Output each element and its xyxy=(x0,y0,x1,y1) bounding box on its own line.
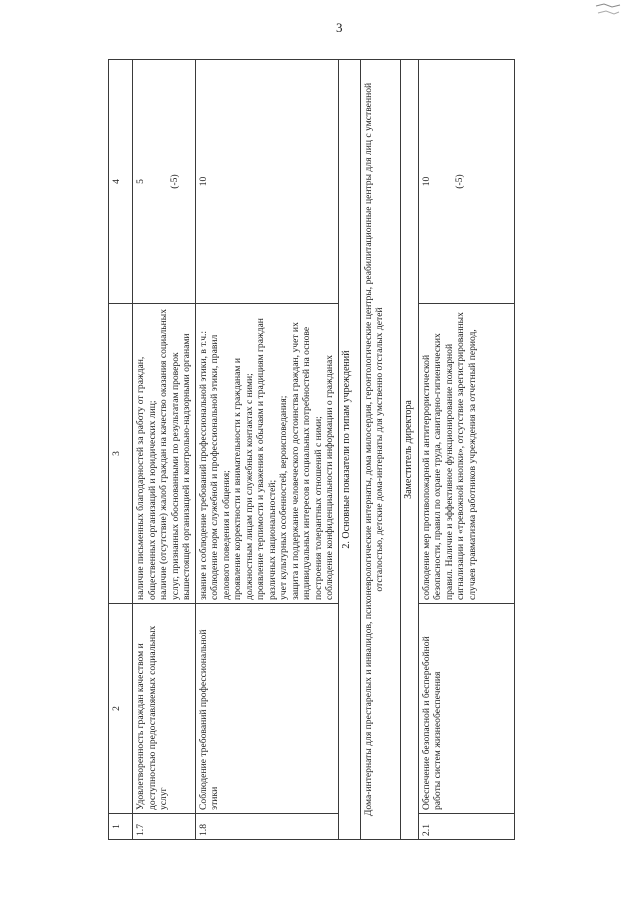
score-value: 10 xyxy=(420,176,432,187)
header-col-1: 1 xyxy=(109,814,133,840)
row-title: Удовлетворенность граждан качеством и доступностью предоставляемых социальных услуг xyxy=(133,604,196,814)
table-row-2-1 xyxy=(418,60,514,840)
indicator-item: соблюдение норм служебной и профессиональной этики, правил делового поведения и общения; xyxy=(209,334,232,600)
table-row-1-7 xyxy=(133,60,196,840)
score-penalty: (-5) xyxy=(168,174,180,189)
indicator-list xyxy=(198,307,336,600)
table-row-1-8 xyxy=(195,60,338,840)
role-row xyxy=(400,60,418,840)
indicator-list xyxy=(421,307,479,600)
row-number: 1.8 xyxy=(195,814,338,840)
section-row xyxy=(338,60,360,840)
scope-row xyxy=(360,60,400,840)
rotated-table-container xyxy=(108,60,480,840)
header-col-4: 4 xyxy=(109,60,133,304)
score-value: 5 xyxy=(135,179,146,184)
indicator-item: соблюдение конфиденциальности информации о гражданах xyxy=(324,354,335,600)
row-score xyxy=(195,60,338,304)
indicator-item: наличие письменных благодарностей за работу от граждан, общественных организаций и юридических лиц; xyxy=(135,356,158,600)
indicators-table xyxy=(108,59,515,840)
indicator-item: защита и поддержание человеческого достоинства граждан, учет их индивидуальных интересов и социальных потребностей на основе построения толерантных отношений с ними; xyxy=(289,322,324,600)
indicator-item: проявление корректности и внимательности к гражданам и должностным лицам при служебных контактах с ними; xyxy=(232,358,255,600)
score-spacer xyxy=(432,63,454,300)
indicator-item: соблюдение мер противопожарной и антитеррористической безопасности, правил по охране труда, санитарно-гигиенических правил. Наличие и эффективное функционирование пожарной сигнализации и «тревожной кнопки», отсутствие зарегистрированных случаев травматизма работников учреждения за отчетный период, xyxy=(420,312,478,600)
score-spacer xyxy=(147,63,169,300)
scan-mark-icon xyxy=(594,2,622,20)
row-score xyxy=(133,60,196,304)
section-title: 2. Основные показатели по типам учреждений xyxy=(338,60,360,840)
table-header-row xyxy=(109,60,133,840)
scope-text: Дома-интернаты для престарелых и инвалидов, психоневрологические интернаты, дома милосердия, геронтологические центры, реабилитационные центры для лиц с умственной отсталостью, детские дома-интернаты для умственно отсталых детей xyxy=(360,60,400,840)
indicator-item: проявление терпимости и уважения к обычаям и традициям граждан различных национальностей; xyxy=(255,318,278,600)
indicator-list xyxy=(135,307,193,600)
header-col-2: 2 xyxy=(109,604,133,814)
row-title: Соблюдение требований профессиональной этики xyxy=(195,604,338,814)
row-number: 2.1 xyxy=(418,814,514,840)
row-indicators xyxy=(418,304,514,604)
header-col-3: 3 xyxy=(109,304,133,604)
row-score xyxy=(418,60,514,304)
indicator-item: учет культурных особенностей, вероисповедания; xyxy=(278,395,289,600)
role-title: Заместитель директора xyxy=(400,60,418,840)
row-number: 1.7 xyxy=(133,814,196,840)
row-title: Обеспечение безопасной и бесперебойной работы систем жизнеобеспечения xyxy=(418,604,514,814)
score-value: 10 xyxy=(197,176,209,187)
indicator-item: знание и соблюдение требований профессиональной этики, в т.ч.: xyxy=(197,330,209,600)
row-indicators xyxy=(133,304,196,604)
page-number: 3 xyxy=(336,20,343,35)
indicator-item: наличие (отсутствие) жалоб граждан на качество оказания социальных услуг, признанных обоснованными по результатам проверок вышестоящей организацией и контрольно-надзорными органами xyxy=(158,308,192,600)
score-penalty: (-5) xyxy=(454,174,465,189)
row-indicators xyxy=(195,304,338,604)
